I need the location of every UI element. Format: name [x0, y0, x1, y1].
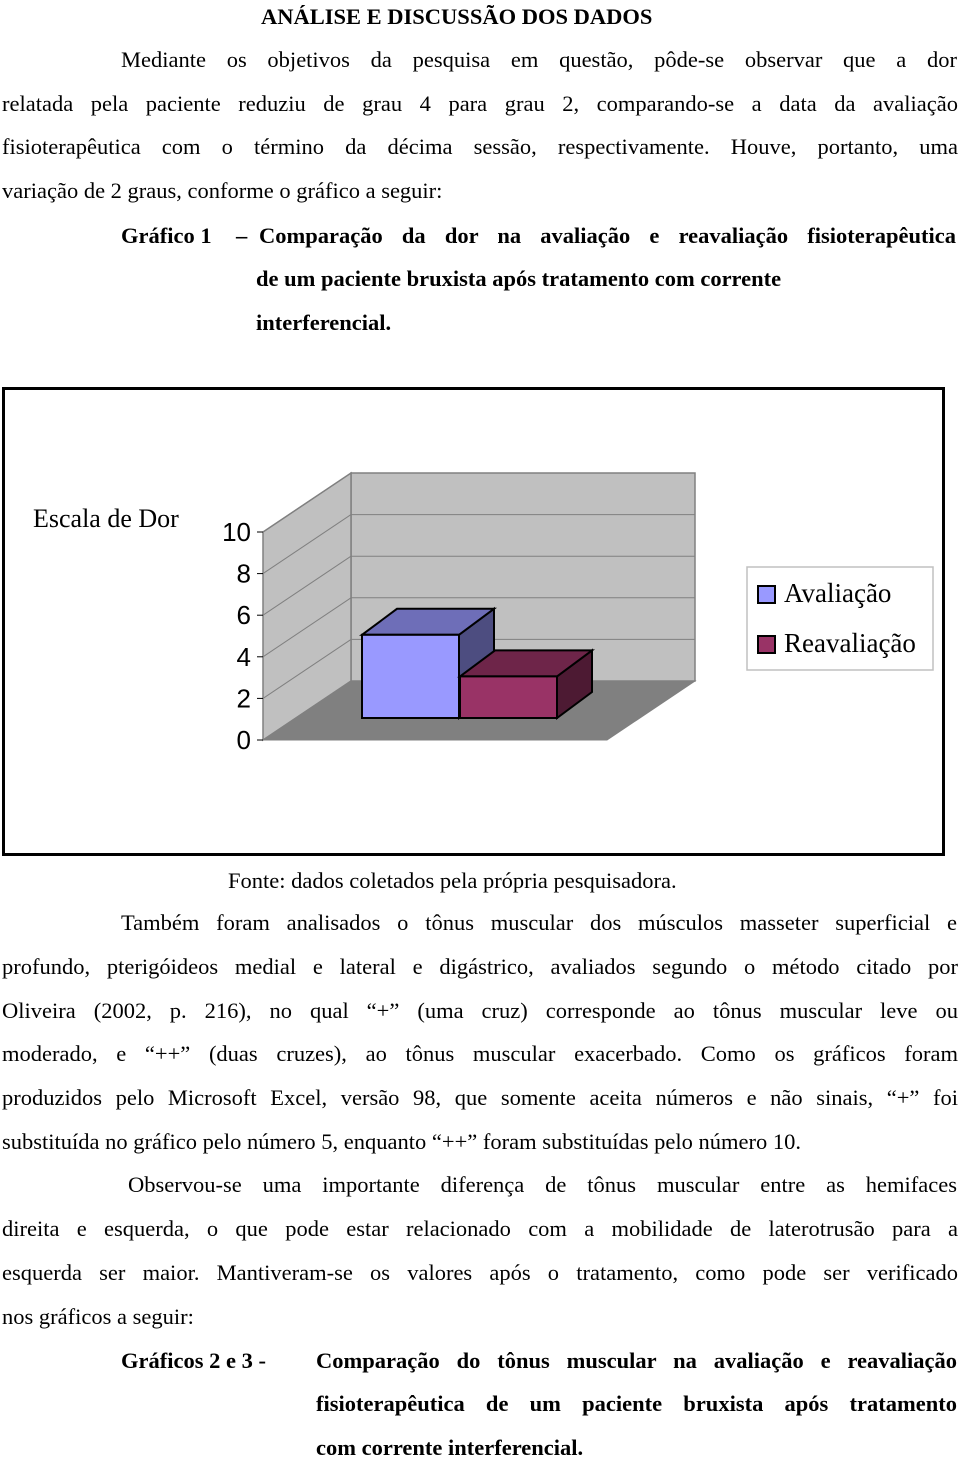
- y-axis-label: Escala de Dor: [33, 504, 179, 533]
- figure-2-caption-line-3: com corrente interferencial.: [316, 1435, 584, 1460]
- figure-1-caption-line-2: de um paciente bruxista após tratamento com corrente: [256, 266, 782, 291]
- figure-1-caption-line-3: interferencial.: [256, 310, 392, 335]
- legend-label: Avaliação: [784, 578, 892, 608]
- y-tick-label: 10: [222, 517, 251, 547]
- paragraph-2-line-3: Oliveira (2002, p. 216), no qual “+” (uma cruz) corresponde ao tônus muscular leve ou: [2, 998, 958, 1023]
- paragraph-1-line-4: variação de 2 graus, conforme o gráfico a seguir:: [2, 178, 443, 203]
- legend-label: Reavaliação: [784, 628, 916, 658]
- paragraph-3-line-1: Observou-se uma importante diferença de tônus muscular entre as hemifaces: [128, 1172, 957, 1197]
- paragraph-1-line-1: Mediante os objetivos da pesquisa em questão, pôde-se observar que a dor: [121, 47, 957, 72]
- y-axis-ticks: [222, 517, 263, 755]
- figure-2-caption-line-2: fisioterapêutica de um paciente bruxista após tratamento: [316, 1391, 957, 1416]
- figure-1-caption-dash: –: [236, 223, 248, 248]
- legend-swatch: [758, 586, 775, 603]
- paragraph-1-line-3: fisioterapêutica com o término da décima sessão, respectivamente. Houve, portanto, uma: [2, 134, 958, 159]
- paragraph-1-line-2: relatada pela paciente reduziu de grau 4 para grau 2, comparando-se a data da avaliação: [2, 91, 958, 116]
- bar-reavaliação: [460, 650, 592, 718]
- figure-2-caption-label: Gráficos 2 e 3 -: [121, 1348, 266, 1373]
- paragraph-3-line-3: esquerda ser maior. Mantiveram-se os valores após o tratamento, como pode ser verificado: [2, 1260, 958, 1285]
- figure-1-source: Fonte: dados coletados pela própria pesquisadora.: [228, 868, 677, 893]
- paragraph-2-line-4: moderado, e “++” (duas cruzes), ao tônus muscular exacerbado. Como os gráficos foram: [2, 1041, 958, 1066]
- figure-1-caption-label: Gráfico 1: [121, 223, 212, 248]
- paragraph-2-line-5: produzidos pelo Microsoft Excel, versão 98, que somente aceita números e não sinais, “+” foi: [2, 1085, 958, 1110]
- y-tick-label: 6: [236, 600, 251, 631]
- paragraph-2-line-1: Também foram analisados o tônus muscular dos músculos masseter superficial e: [121, 910, 957, 935]
- bar-front: [460, 676, 557, 718]
- y-tick-label: 8: [236, 558, 251, 589]
- y-tick-label: 2: [236, 683, 251, 714]
- figure-1-caption-line-1: Comparação da dor na avaliação e reavaliação fisioterapêutica: [259, 223, 956, 248]
- y-tick-label: 0: [236, 725, 251, 755]
- bar-front: [362, 635, 459, 718]
- chart-frame: [2, 387, 945, 856]
- paragraph-2-line-2: profundo, pterigóideos medial e lateral e digástrico, avaliados segundo o método citado por: [2, 954, 958, 979]
- paragraph-3-line-4: nos gráficos a seguir:: [2, 1304, 194, 1329]
- chart-legend: [747, 567, 933, 670]
- pain-scale-chart: [5, 390, 942, 853]
- legend-swatch: [758, 636, 775, 653]
- paragraph-3-line-2: direita e esquerda, o que pode estar relacionado com a mobilidade de laterotrusão para a: [2, 1216, 958, 1241]
- y-tick-label: 4: [236, 641, 251, 672]
- figure-2-caption-line-1: Comparação do tônus muscular na avaliação e reavaliação: [316, 1348, 957, 1373]
- section-heading: ANÁLISE E DISCUSSÃO DOS DADOS: [261, 4, 653, 29]
- paragraph-2-line-6: substituída no gráfico pelo número 5, enquanto “++” foram substituídas pelo número 10.: [2, 1129, 801, 1154]
